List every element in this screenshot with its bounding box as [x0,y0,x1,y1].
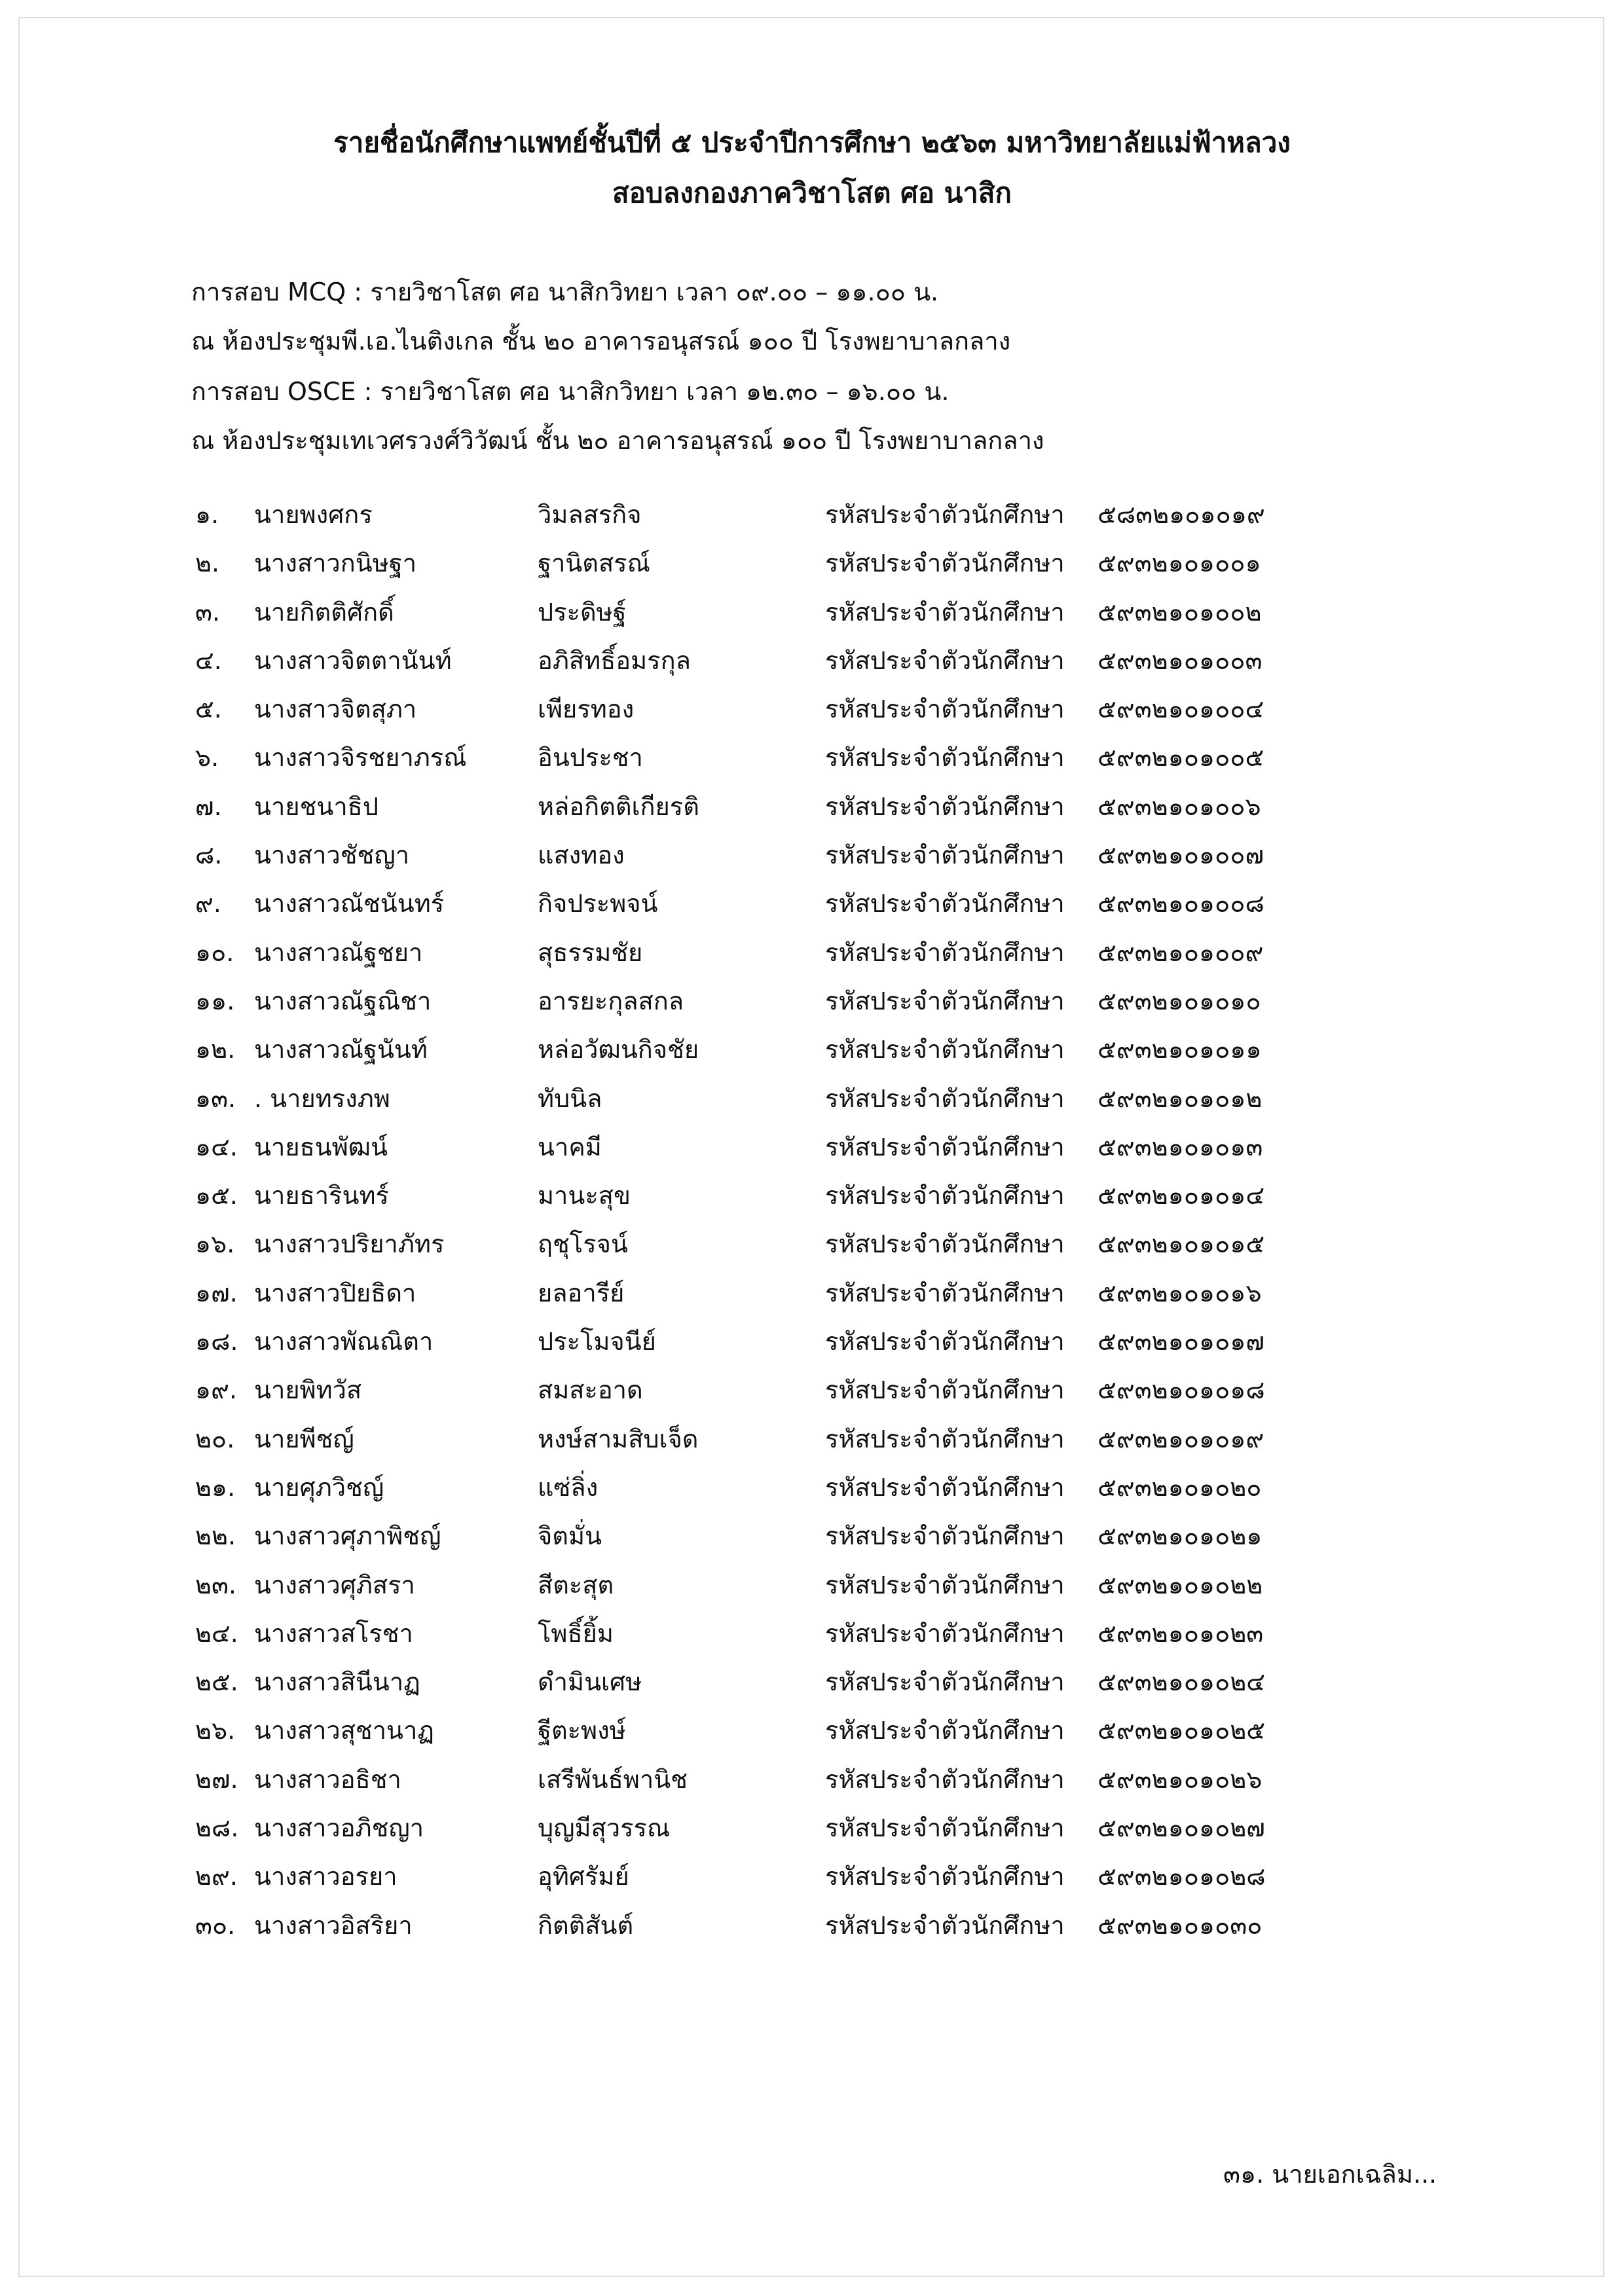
student-first-name: นางสาวณัฐนันท์ [254,1035,428,1065]
student-id: ๕๙๓๒๑๐๑๐๒๔ [1098,1667,1266,1697]
student-first-name: นางสาวสินีนาฏ [254,1667,420,1697]
student-id-label: รหัสประจำตัวนักศึกษา [825,1327,1065,1357]
student-first-name: นายกิตติศักดิ์ [254,597,394,627]
student-first-name: นางสาวสโรชา [254,1618,413,1648]
student-first-name: นางสาวจิรชยาภรณ์ [254,743,467,773]
student-id: ๕๙๓๒๑๐๑๐๒๑ [1098,1522,1263,1551]
student-id-label: รหัสประจำตัวนักศึกษา [825,986,1065,1015]
student-id: ๕๙๓๒๑๐๑๐๑๓ [1098,1132,1263,1161]
student-surname: ดำมินเศษ [538,1667,642,1697]
student-id: ๕๙๓๒๑๐๑๐๐๕ [1098,743,1264,773]
student-id: ๕๙๓๒๑๐๑๐๑๗ [1098,1327,1264,1357]
student-id-label: รหัสประจำตัวนักศึกษา [825,500,1065,529]
student-id: ๕๙๓๒๑๐๑๐๒๓ [1098,1618,1264,1648]
student-id: ๕๙๓๒๑๐๑๐๑๙ [1098,1424,1264,1453]
student-id-label: รหัสประจำตัวนักศึกษา [825,1910,1065,1940]
student-first-name: นางสาวพัณณิตา [254,1327,434,1357]
student-first-name: นางสาวอิสริยา [254,1910,413,1940]
student-surname: นาคมี [538,1132,602,1161]
student-id: ๕๙๓๒๑๐๑๐๑๕ [1098,1230,1265,1259]
mcq-exam-time: การสอบ MCQ : รายวิชาโสต ศอ นาสิกวิทยา เวลา ๐๙.๐๐ – ๑๑.๐๐ น. [191,278,939,306]
student-first-name: นางสาวปิยธิดา [254,1278,416,1307]
student-first-name: นางสาวอภิชญา [254,1813,424,1843]
student-number: ๑๘. [195,1327,238,1357]
student-row [195,592,1505,640]
student-row [195,1175,1505,1224]
student-number: ๙. [195,889,221,919]
student-number: ๑๗. [195,1278,238,1307]
continuation-note: ๓๑. นายเอกเฉลิม... [1223,2160,1437,2189]
student-row [195,689,1505,737]
student-surname: อารยะกุลสกล [538,986,684,1015]
student-number: ๑๔. [195,1132,238,1161]
student-id: ๕๙๓๒๑๐๑๐๒๗ [1098,1813,1265,1843]
student-id-label: รหัสประจำตัวนักศึกษา [825,1230,1065,1259]
student-surname: จิตมั่น [538,1522,602,1551]
document-subtitle: สอบลงกองภาควิชาโสต ศอ นาสิก [612,177,1012,209]
student-id: ๕๙๓๒๑๐๑๐๐๔ [1098,695,1264,724]
student-row [195,1078,1505,1127]
student-row [195,1808,1505,1856]
student-list [195,494,1505,1954]
student-number: ๑. [195,500,219,529]
student-row [195,1273,1505,1321]
student-id-label: รหัสประจำตัวนักศึกษา [825,792,1065,821]
student-id: ๕๙๓๒๑๐๑๐๒๕ [1098,1716,1266,1745]
student-id-label: รหัสประจำตัวนักศึกษา [825,549,1065,578]
student-number: ๑๙. [195,1376,238,1405]
student-number: ๖. [195,743,219,773]
student-number: ๑๑. [195,986,235,1015]
student-id-label: รหัสประจำตัวนักศึกษา [825,695,1065,724]
student-row [195,1370,1505,1418]
student-surname: วิมลสรกิจ [538,500,642,529]
student-surname: อินประชา [538,743,643,773]
student-id: ๕๙๓๒๑๐๑๐๒๘ [1098,1862,1266,1891]
student-id-label: รหัสประจำตัวนักศึกษา [825,1472,1065,1502]
student-id: ๕๘๓๒๑๐๑๐๑๙ [1098,500,1265,529]
student-row [195,1613,1505,1662]
student-id-label: รหัสประจำตัวนักศึกษา [825,1278,1065,1307]
student-number: ๕. [195,695,222,724]
student-surname: ประดิษฐ์ [538,597,627,627]
student-surname: กิตติสันต์ [538,1910,634,1940]
student-surname: เพียรทอง [538,695,635,724]
student-number: ๑๒. [195,1035,236,1065]
student-first-name: นางสาวณัฐชยา [254,938,423,967]
student-id-label: รหัสประจำตัวนักศึกษา [825,1667,1065,1697]
student-id: ๕๙๓๒๑๐๑๐๑๐ [1098,986,1261,1015]
student-number: ๒๓. [195,1570,237,1599]
student-row [195,1662,1505,1710]
student-number: ๘. [195,841,223,870]
student-id-label: รหัสประจำตัวนักศึกษา [825,646,1065,675]
student-surname: ทับนิล [538,1084,602,1113]
student-surname: หงษ์สามสิบเจ็ด [538,1424,699,1453]
student-number: ๑๓. [195,1084,236,1113]
student-id: ๕๙๓๒๑๐๑๐๐๗ [1098,841,1264,870]
student-row [195,1856,1505,1904]
student-surname: แซ่ลิ่ง [538,1472,599,1502]
student-id-label: รหัสประจำตัวนักศึกษา [825,1181,1065,1211]
student-id-label: รหัสประจำตัวนักศึกษา [825,841,1065,870]
student-first-name: นางสาวอรยา [254,1862,397,1891]
student-first-name: นางสาวอธิชา [254,1764,401,1794]
student-row [195,543,1505,591]
student-number: ๗. [195,792,222,821]
student-number: ๒๘. [195,1813,239,1843]
student-row [195,786,1505,835]
student-row [195,932,1505,981]
student-surname: ฐานิตสรณ์ [538,549,650,578]
student-surname: ยลอารีย์ [538,1278,625,1307]
student-id: ๕๙๓๒๑๐๑๐๐๘ [1098,889,1264,919]
student-first-name: นางสาวณัชนันทร์ [254,889,445,919]
student-id-label: รหัสประจำตัวนักศึกษา [825,889,1065,919]
student-surname: สมสะอาด [538,1376,643,1405]
student-first-name: นางสาวณัฐณิชา [254,986,432,1015]
student-surname: เสรีพันธ์พานิช [538,1764,688,1794]
student-number: ๒๔. [195,1618,238,1648]
student-surname: มานะสุข [538,1181,631,1211]
student-surname: กิจประพจน์ [538,889,658,919]
student-surname: บุญมีสุวรรณ [538,1813,671,1843]
student-number: ๓. [195,597,221,627]
student-number: ๒๑. [195,1472,236,1502]
student-row [195,1759,1505,1808]
student-first-name: นางสาวศุภิสรา [254,1570,415,1599]
student-surname: ประโมจนีย์ [538,1327,656,1357]
student-number: ๒๗. [195,1764,238,1794]
student-id-label: รหัสประจำตัวนักศึกษา [825,1084,1065,1113]
student-id: ๕๙๓๒๑๐๑๐๐๖ [1098,792,1261,821]
student-surname: ฤชุโรจน์ [538,1230,628,1259]
student-surname: ฐีตะพงษ์ [538,1716,626,1745]
student-first-name: นางสาวปริยาภัทร [254,1230,445,1259]
student-id-label: รหัสประจำตัวนักศึกษา [825,1132,1065,1161]
student-id: ๕๙๓๒๑๐๑๐๐๒ [1098,597,1262,627]
student-number: ๔. [195,646,222,675]
student-id: ๕๙๓๒๑๐๑๐๑๔ [1098,1181,1265,1211]
student-id: ๕๙๓๒๑๐๑๐๓๐ [1098,1910,1263,1940]
student-first-name: นายศุภวิชญ์ [254,1472,384,1502]
student-id: ๕๙๓๒๑๐๑๐๐๑ [1098,549,1261,578]
student-id-label: รหัสประจำตัวนักศึกษา [825,1424,1065,1453]
student-row [195,1127,1505,1175]
student-id: ๕๙๓๒๑๐๑๐๑๒ [1098,1084,1263,1113]
student-row [195,640,1505,689]
student-surname: อภิสิทธิ์อมรกุล [538,646,691,675]
student-first-name: นายพีชญ์ [254,1424,354,1453]
student-row [195,835,1505,883]
student-id-label: รหัสประจำตัวนักศึกษา [825,1570,1065,1599]
student-first-name: นายชนาธิป [254,792,378,821]
student-row [195,1565,1505,1613]
student-row [195,1710,1505,1758]
student-number: ๑๕. [195,1181,238,1211]
student-number: ๒๙. [195,1862,238,1891]
student-number: ๒๖. [195,1716,236,1745]
student-id-label: รหัสประจำตัวนักศึกษา [825,1618,1065,1648]
student-surname: หล่อวัฒนกิจชัย [538,1035,699,1065]
student-id: ๕๙๓๒๑๐๑๐๒๒ [1098,1570,1263,1599]
student-number: ๑๖. [195,1230,235,1259]
student-number: ๒๕. [195,1667,238,1697]
student-row [195,1419,1505,1467]
student-id: ๕๙๓๒๑๐๑๐๐๙ [1098,938,1264,967]
student-id: ๕๙๓๒๑๐๑๐๑๑ [1098,1035,1262,1065]
student-id-label: รหัสประจำตัวนักศึกษา [825,1035,1065,1065]
student-surname: โพธิ์ยิ้ม [538,1618,614,1648]
student-first-name: นายธนพัฒน์ [254,1132,388,1161]
student-row [195,1029,1505,1078]
student-first-name: นางสาวจิตตานันท์ [254,646,452,675]
student-first-name: นายธารินทร์ [254,1181,389,1211]
document-title: รายชื่อนักศึกษาแพทย์ชั้นปีที่ ๕ ประจำปีการศึกษา ๒๕๖๓ มหาวิทยาลัยแม่ฟ้าหลวง [333,126,1291,158]
student-id: ๕๙๓๒๑๐๑๐๐๓ [1098,646,1263,675]
mcq-exam-location: ณ ห้องประชุมพี.เอ.ไนติงเกล ชั้น ๒๐ อาคารอนุสรณ์ ๑๐๐ ปี โรงพยาบาลกลาง [191,327,1011,355]
student-id-label: รหัสประจำตัวนักศึกษา [825,1716,1065,1745]
student-row [195,883,1505,932]
student-first-name: นางสาวกนิษฐา [254,549,417,578]
student-row [195,981,1505,1029]
student-first-name: . นายทรงภพ [254,1084,390,1113]
student-surname: หล่อกิตติเกียรติ [538,792,699,821]
student-row [195,494,1505,543]
student-id: ๕๙๓๒๑๐๑๐๑๘ [1098,1376,1265,1405]
student-id: ๕๙๓๒๑๐๑๐๒๐ [1098,1472,1262,1502]
student-surname: แสงทอง [538,841,625,870]
student-first-name: นางสาวศุภาพิชญ์ [254,1522,441,1551]
student-id-label: รหัสประจำตัวนักศึกษา [825,597,1065,627]
student-row [195,1516,1505,1564]
student-id: ๕๙๓๒๑๐๑๐๑๖ [1098,1278,1262,1307]
student-id-label: รหัสประจำตัวนักศึกษา [825,1862,1065,1891]
student-first-name: นางสาวสุชานาฏ [254,1716,434,1745]
osce-exam-time: การสอบ OSCE : รายวิชาโสต ศอ นาสิกวิทยา เวลา ๑๒.๓๐ – ๑๖.๐๐ น. [191,377,950,406]
student-first-name: นางสาวจิตสุภา [254,695,417,724]
student-number: ๓๐. [195,1910,236,1940]
student-first-name: นายพงศกร [254,500,373,529]
student-id: ๕๙๓๒๑๐๑๐๒๖ [1098,1764,1263,1794]
student-row [195,1224,1505,1272]
student-number: ๑๐. [195,938,234,967]
student-id-label: รหัสประจำตัวนักศึกษา [825,1376,1065,1405]
student-number: ๒๐. [195,1424,235,1453]
student-id-label: รหัสประจำตัวนักศึกษา [825,1764,1065,1794]
student-row [195,1467,1505,1516]
student-first-name: นายพิทวัส [254,1376,362,1405]
student-surname: สุธรรมชัย [538,938,643,967]
student-surname: อุทิศรัมย์ [538,1862,629,1891]
osce-exam-location: ณ ห้องประชุมเทเวศรวงศ์วิวัฒน์ ชั้น ๒๐ อาคารอนุสรณ์ ๑๐๐ ปี โรงพยาบาลกลาง [191,426,1044,455]
student-row [195,1905,1505,1954]
student-surname: สีตะสุต [538,1570,614,1599]
student-number: ๒. [195,549,220,578]
student-number: ๒๒. [195,1522,236,1551]
student-first-name: นางสาวชัชญา [254,841,410,870]
student-row [195,1321,1505,1370]
student-id-label: รหัสประจำตัวนักศึกษา [825,743,1065,773]
student-id-label: รหัสประจำตัวนักศึกษา [825,1813,1065,1843]
student-row [195,737,1505,786]
student-id-label: รหัสประจำตัวนักศึกษา [825,938,1065,967]
student-id-label: รหัสประจำตัวนักศึกษา [825,1522,1065,1551]
